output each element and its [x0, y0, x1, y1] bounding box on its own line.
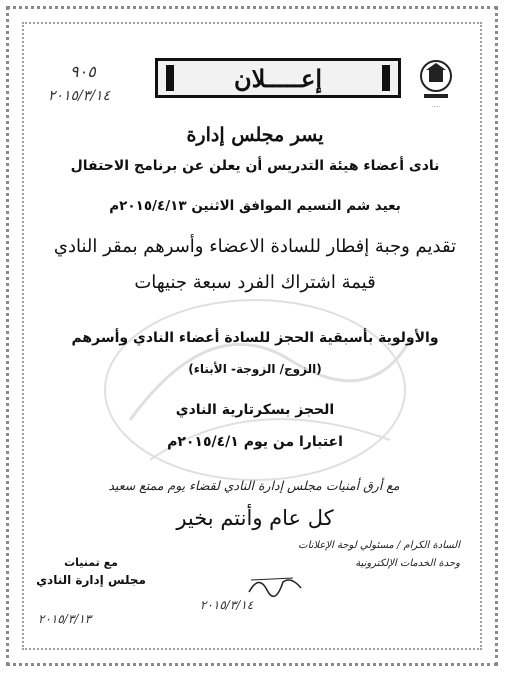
- signature: [245, 572, 305, 598]
- signoff-block: [36, 556, 146, 587]
- announcement-title: إعـــــلان: [233, 63, 323, 93]
- text-line-3: تقديم وجبة إفطار للسادة الاعضاء وأسرهم بمقر النادي: [53, 236, 457, 257]
- text-line-5: والأولوية بأسبقية الحجز للسادة أعضاء النادي وأسرهم: [71, 330, 439, 346]
- text-line-1: نادى أعضاء هيئة التدريس أن يعلن عن برنامج الاحتفال: [70, 158, 440, 174]
- handwritten-note-1: السادة الكرام / مسئولي لوحة الإعلانات: [298, 540, 460, 551]
- logo-caption: ·····: [432, 104, 440, 110]
- text-line-4: قيمة اشتراك الفرد سبعة جنيهات: [134, 272, 376, 293]
- text-line-2: بعيد شم النسيم الموافق الاثنين ٢٠١٥/٤/١٣م: [109, 198, 401, 214]
- announcement-title-box: [155, 58, 401, 98]
- handwritten-ref-number: ٩٠٥: [70, 62, 96, 81]
- signoff-line-1: مع تمنيات: [64, 556, 118, 569]
- handwritten-date-right: ٢٠١٥/٣/١٤: [200, 598, 254, 612]
- text-line-8: اعتبارا من يوم ٢٠١٥/٤/١م: [167, 434, 343, 450]
- university-logo: [416, 58, 456, 102]
- text-line-7: الحجز بسكرتارية النادي: [175, 402, 335, 418]
- handwritten-ref-date: ٢٠١٥/٣/١٤: [48, 88, 111, 104]
- title-bar-right: [382, 65, 390, 91]
- heading-board: يسر مجلس إدارة: [186, 124, 324, 146]
- greeting-line: كل عام وأنتم بخير: [176, 506, 334, 530]
- watermark-figure: [90, 270, 420, 500]
- signoff-line-2: مجلس إدارة النادي: [36, 573, 146, 587]
- title-bar-left: [166, 65, 174, 91]
- handwritten-wishes: مع أرق أمنيات مجلس إدارة النادي لقضاء يوم ممتع سعيد: [108, 478, 400, 493]
- handwritten-date-left: ٢٠١٥/٣/١٣: [38, 612, 92, 626]
- handwritten-note-2: وحدة الخدمات الإلكترونية: [355, 558, 460, 569]
- text-line-6: (الزوج/ الزوجة- الأبناء): [188, 362, 322, 376]
